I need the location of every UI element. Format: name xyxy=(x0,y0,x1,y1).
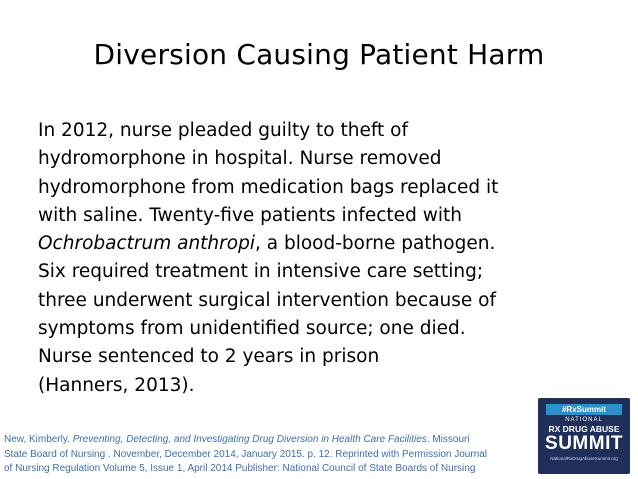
logo-national: NATIONAL xyxy=(565,417,603,423)
body-line-10: (Hanners, 2013). xyxy=(38,374,195,396)
citation-line-1-rest: . Missouri xyxy=(426,434,470,445)
body-line-8: symptoms from unidentified source; one died. xyxy=(38,318,466,340)
body-line-6: Six required treatment in intensive care setting; xyxy=(38,261,484,283)
body-line-4: with saline. Twenty-five patients infected with xyxy=(38,204,462,226)
body-line-7: three underwent surgical intervention because of xyxy=(38,289,497,311)
body-line-9: Nurse sentenced to 2 years in prison xyxy=(38,346,380,368)
pathogen-name: Ochrobactrum anthropi xyxy=(38,233,255,255)
logo-rx-drug-abuse: RX DRUG ABUSE xyxy=(548,424,620,434)
citation-line-2: State Board of Nursing . November, December 2014, January 2015. p. 12. Reprinted with Permission Journal xyxy=(4,448,488,460)
citation-title: Preventing, Detecting, and Investigating Drug Diversion in Health Care Facilities xyxy=(72,434,427,445)
citation-line-3: of Nursing Regulation Volume 5, Issue 1, April 2014 Publisher: National Council of State Boards of Nursing xyxy=(4,463,476,475)
logo-hashtag: #RxSummit xyxy=(546,404,622,415)
body-line-2: hydromorphone in hospital. Nurse removed xyxy=(38,148,442,170)
citation xyxy=(4,433,488,477)
body-line-5-rest: , a blood-borne pathogen. xyxy=(254,233,496,255)
body-line-1: In 2012, nurse pleaded guilty to theft of xyxy=(38,120,409,141)
summit-logo xyxy=(538,398,630,474)
logo-summit: SUMMIT xyxy=(545,433,623,454)
citation-line-1 xyxy=(4,433,474,448)
slide-body xyxy=(38,117,598,400)
slide-title: Diversion Causing Patient Harm xyxy=(93,38,545,71)
body-line-3: hydromorphone from medication bags replaced it xyxy=(38,176,499,198)
body-line-5 xyxy=(38,230,598,258)
citation-author: New, Kimberly. xyxy=(4,434,73,445)
logo-url: NationalRxDrugAbuseSummit.org xyxy=(550,456,618,461)
